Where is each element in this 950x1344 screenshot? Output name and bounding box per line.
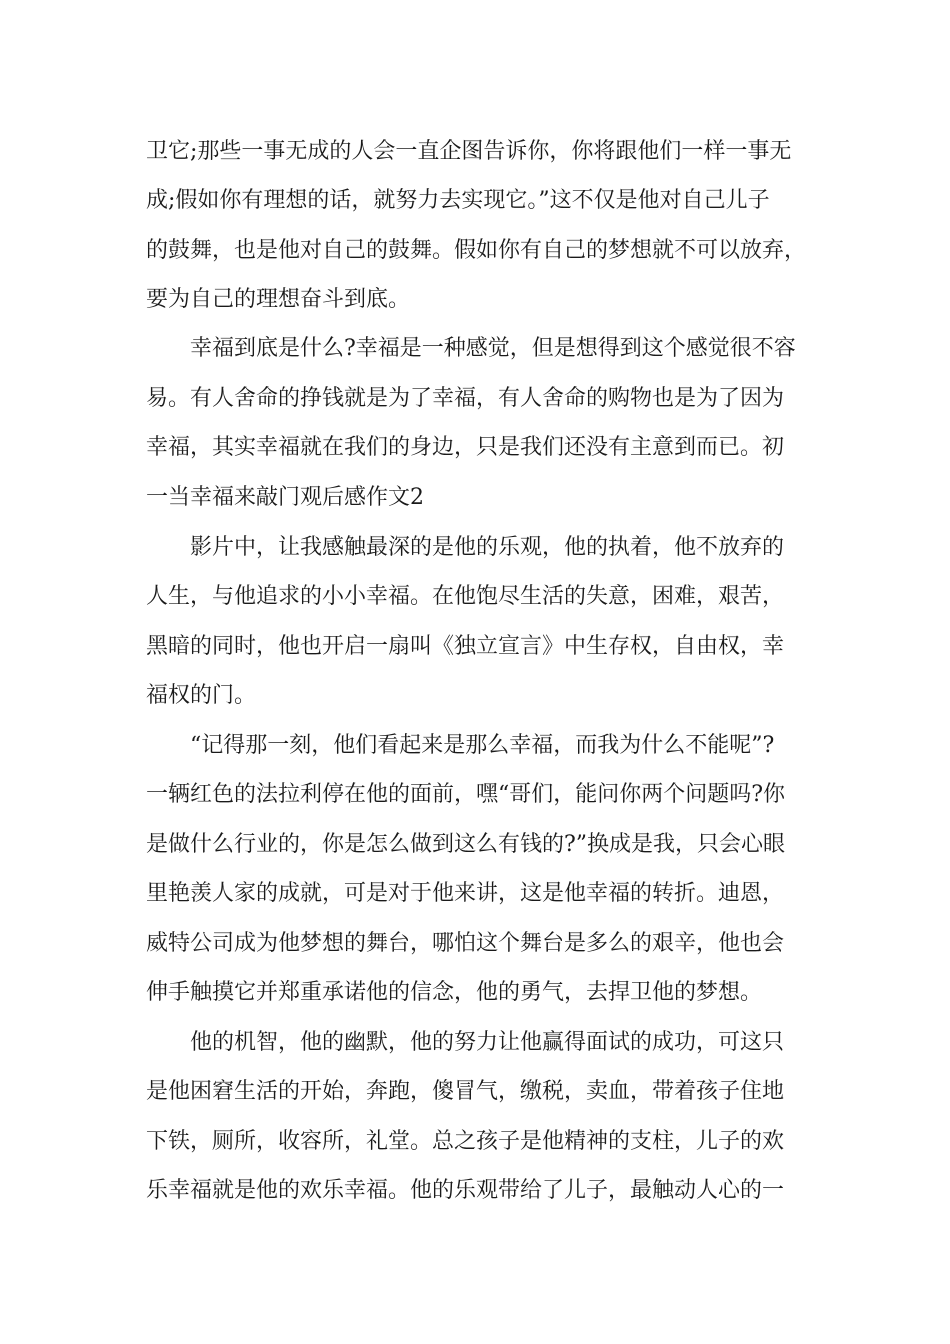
text-line: 幸福，其实幸福就在我们的身边，只是我们还没有主意到而已。初 [146, 435, 785, 460]
text-line: 乐幸福就是他的欢乐幸福。他的乐观带给了儿子，最触动人心的一 [146, 1178, 785, 1203]
text-line: 一辆红色的法拉利停在他的面前，嘿“哥们，能问你两个问题吗?你 [146, 782, 786, 807]
text-line: 威特公司成为他梦想的舞台，哪怕这个舞台是多么的艰辛，他也会 [146, 931, 785, 956]
text-line: 是做什么行业的，你是怎么做到这么有钱的?”换成是我，只会心眼 [146, 832, 786, 857]
text-line: 里艳羡人家的成就，可是对于他来讲，这是他幸福的转折。迪恩， [146, 881, 785, 906]
text-line: 福权的门。 [146, 683, 257, 708]
text-line: 伸手触摸它并郑重承诺他的信念，他的勇气，去捍卫他的梦想。 [146, 980, 763, 1005]
text-line: 成;假如你有理想的话，就努力去实现它。”这不仅是他对自己儿子 [146, 188, 770, 213]
text-line: 幸福到底是什么?幸福是一种感觉，但是想得到这个感觉很不容 [146, 336, 796, 361]
text-line: 要为自己的理想奋斗到底。 [146, 287, 411, 312]
text-line: 卫它;那些一事无成的人会一直企图告诉你，你将跟他们一样一事无 [146, 139, 792, 164]
text-line: 的鼓舞，也是他对自己的鼓舞。假如你有自己的梦想就不可以放弃， [146, 238, 807, 263]
text-line: 黑暗的同时，他也开启一扇叫《独立宣言》中生存权，自由权，幸 [146, 634, 785, 659]
text-line: 一当幸福来敲门观后感作文2 [146, 485, 424, 510]
text-line: 下铁，厕所，收容所，礼堂。总之孩子是他精神的支柱，儿子的欢 [146, 1129, 785, 1154]
text-line: “记得那一刻，他们看起来是那么幸福，而我为什么不能呢”? [146, 733, 775, 758]
text-line: 他的机智，他的幽默，他的努力让他赢得面试的成功，可这只 [146, 1030, 785, 1055]
text-line: 人生，与他追求的小小幸福。在他饱尽生活的失意，困难，艰苦， [146, 584, 785, 609]
text-line: 是他困窘生活的开始，奔跑，傻冒气，缴税，卖血，带着孩子住地 [146, 1079, 785, 1104]
text-line: 影片中，让我感触最深的是他的乐观，他的执着，他不放弃的 [146, 535, 785, 560]
text-line: 易。有人舍命的挣钱就是为了幸福，有人舍命的购物也是为了因为 [146, 386, 785, 411]
